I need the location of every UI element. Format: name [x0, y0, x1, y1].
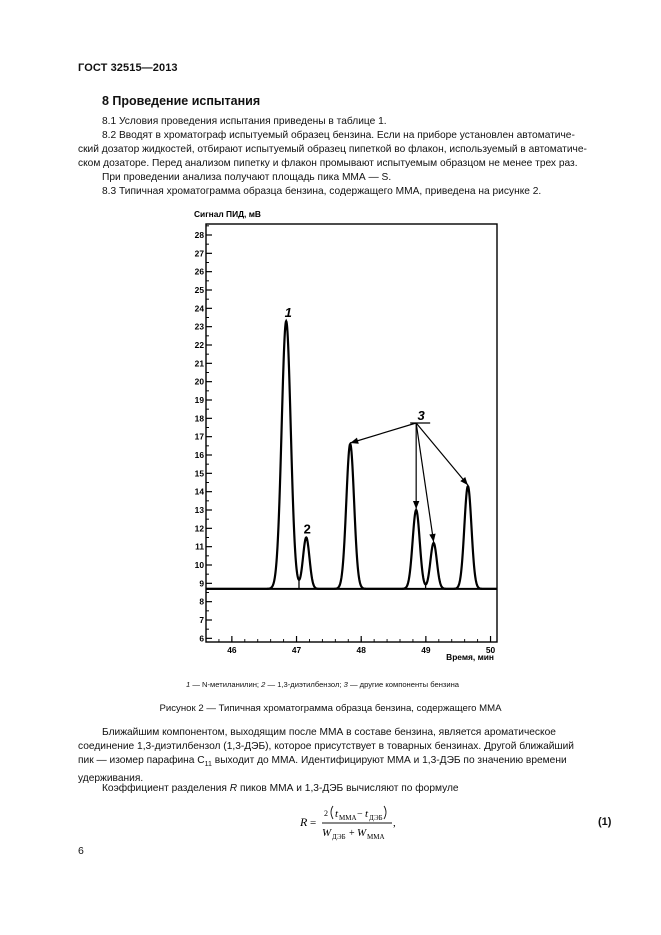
arrow-head	[460, 477, 468, 485]
y-tick-label: 12	[194, 523, 204, 534]
page-number: 6	[78, 845, 84, 857]
y-tick-label: 7	[199, 615, 204, 625]
x-tick-label: 48	[356, 645, 366, 655]
y-tick-label: 13	[194, 505, 204, 515]
legend-text: — N-метиланилин;	[190, 680, 262, 689]
legend-text: — 1,3-диэтилбензол;	[265, 680, 344, 689]
formula-eq: =	[310, 817, 317, 829]
y-tick-label: 21	[194, 358, 204, 369]
legend-num: 2	[261, 680, 266, 689]
arrow-head	[413, 501, 419, 509]
legend-num: 3	[343, 680, 348, 689]
y-tick-label: 18	[194, 413, 204, 424]
peak-droplines	[299, 580, 426, 589]
paragraph-8-3: 8.3 Типичная хроматограмма образца бензина, содержащего ММА, приведена на рисунке 2.	[102, 186, 542, 197]
legend-num: 1	[186, 680, 191, 689]
arrow-line	[416, 423, 433, 542]
y-tick-label: 6	[199, 633, 204, 644]
y-tick-label: 16	[194, 450, 204, 460]
y-tick-label: 10	[194, 560, 204, 570]
y-tick-label: 28	[194, 230, 204, 240]
peak-label-3: 3	[417, 408, 425, 423]
arrow-head	[429, 534, 435, 542]
formula-sub-mma: ММА	[339, 814, 357, 822]
formula-paren-right	[384, 806, 386, 819]
text-part: выходит до ММА. Идентифицируют ММА и 1,3-ДЭБ по значению времени	[211, 755, 567, 766]
figure-legend	[186, 680, 459, 689]
y-tick-label: 14	[194, 486, 204, 497]
paragraph-line: Ближайшим компонентом, выходящим после ММА в составе бензина, является ароматическое	[102, 727, 556, 738]
y-tick-label: 27	[194, 248, 204, 259]
peak-label-2: 2	[303, 521, 311, 537]
formula-1	[300, 800, 430, 850]
y-tick-label: 25	[194, 285, 204, 295]
document-header: ГОСТ 32515—2013	[78, 62, 178, 74]
y-tick-label: 15	[194, 468, 204, 479]
formula-sub-deb: ДЭБ	[369, 814, 383, 822]
subscript: 11	[204, 761, 212, 769]
x-axis-label: Время, мин	[446, 652, 494, 662]
y-tick-label: 20	[194, 376, 204, 387]
paragraph-coefficient	[102, 782, 459, 796]
formula-paren-left	[331, 806, 333, 819]
formula-comma: ,	[393, 817, 396, 829]
peak-label-1: 1	[284, 305, 292, 321]
y-tick-label: 24	[194, 303, 204, 314]
formula-plus: +	[349, 828, 355, 839]
formula-t1: t	[335, 808, 339, 820]
paragraph-line	[78, 754, 613, 772]
paragraph-line: ском дозаторе. Перед анализом пипетку и флакон промывают испытуемым образцом не менее трех раз.	[78, 158, 578, 169]
text-part: Коэффициент разделения	[102, 783, 230, 794]
y-axis-label: Сигнал ПИД, мВ	[194, 209, 261, 219]
y-tick-label: 11	[195, 541, 204, 552]
paragraph-8-2	[78, 129, 613, 171]
arrow-head	[350, 438, 359, 444]
plot-frame	[206, 224, 497, 642]
x-tick-label: 46	[227, 645, 237, 655]
x-axis-ticks	[206, 636, 496, 655]
annotation-arrows	[350, 423, 468, 542]
y-tick-label: 9	[199, 578, 204, 589]
formula-w2: W	[357, 827, 367, 839]
symbol-r: R	[229, 783, 238, 794]
paragraph-line: соединение 1,3-диэтилбензол (1,3-ДЭБ), которое присутствует в товарных бензинах. Другой ближайший	[78, 741, 574, 752]
formula-t2: t	[365, 808, 369, 820]
chromatogram-trace	[206, 321, 497, 589]
arrow-line	[350, 423, 416, 443]
formula-sub-mma: ММА	[367, 833, 385, 841]
figure-caption: Рисунок 2 — Типичная хроматограмма образца бензина, содержащего ММА	[159, 703, 502, 714]
formula-lhs: R	[300, 815, 308, 829]
formula-sub-deb: ДЭБ	[332, 833, 346, 841]
formula-minus: −	[357, 809, 363, 820]
y-axis-ticks	[195, 226, 212, 644]
y-tick-label: 17	[194, 431, 204, 442]
text-part: пиков ММА и 1,3-ДЭБ вычисляют по формуле	[237, 783, 459, 794]
paragraph-components	[78, 726, 613, 786]
paragraph-peak-area: При проведении анализа получают площадь пика ММА — S.	[102, 172, 392, 183]
y-tick-label: 19	[194, 395, 204, 405]
text-part: пик — изомер парафина С	[78, 755, 205, 766]
formula-coef: 2	[324, 809, 328, 818]
paragraph-8-1: 8.1 Условия проведения испытания приведены в таблице 1.	[102, 116, 387, 127]
y-tick-label: 23	[194, 321, 204, 332]
y-tick-label: 26	[194, 266, 204, 277]
legend-text: — другие компоненты бензина	[347, 680, 460, 689]
x-tick-label: 47	[291, 645, 302, 655]
formula-number: (1)	[598, 816, 612, 828]
y-tick-label: 22	[194, 340, 204, 350]
paragraph-line: ский дозатор жидкостей, отбирают испытуемый образец пипеткой во флакон, используемый в автоматиче-	[78, 144, 587, 155]
paragraph-line: 8.2 Вводят в хроматограф испытуемый образец бензина. Если на приборе установлен автоматиче-	[102, 130, 575, 141]
section-title: 8 Проведение испытания	[102, 94, 261, 108]
y-tick-label: 8	[199, 596, 204, 607]
formula-w1: W	[322, 827, 332, 839]
x-tick-label: 50	[485, 645, 496, 655]
x-tick-label: 49	[421, 645, 431, 655]
paragraph-line: удерживания.	[78, 773, 144, 785]
arrow-line	[416, 423, 468, 485]
